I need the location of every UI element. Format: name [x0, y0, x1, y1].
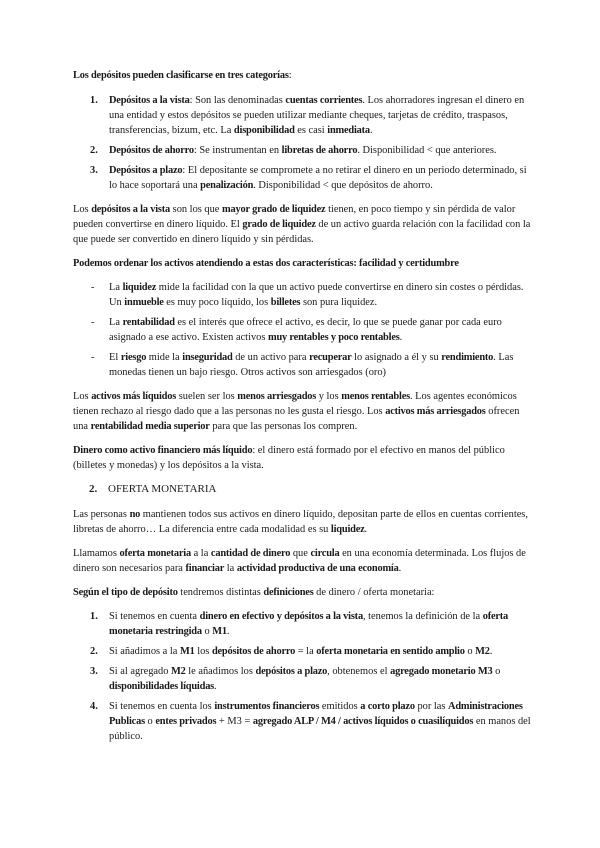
liquidity-modalities-paragraph: Las personas no mantienen todos sus activos en dinero líquido, depositan parte de ellos en cuentas corrientes, libretas de ahorro… La diferencia entre cada modalidad es su liquidez. — [73, 509, 528, 535]
list-item: 2. Depósitos de ahorro: Se instrumentan en libretas de ahorro. Disponibilidad < que anteriores. — [90, 145, 497, 156]
liquidity-paragraph: Los depósitos a la vista son los que mayor grado de liquidez tienen, en poco tiempo y sin pérdida de valor pueden convertirse en dinero líquido. El grado de liquidez de un activo guarda relación con la facilidad con la que puede ser convertido en dinero líquido y sin pérdidas. — [73, 204, 531, 245]
deposit-categories-heading: Los depósitos pueden clasificarse en tres categorías: — [73, 70, 292, 81]
list-item: - La rentabilidad es el interés que ofrece el activo, es decir, lo que se puede ganar por cada euro asignado a ese activo. Existen activos muy rentables y poco rentables. — [91, 317, 502, 343]
order-assets-heading: Podemos ordenar los activos atendiendo a estas dos características: facilidad y certidumbre — [73, 258, 459, 269]
list-item: - La liquidez mide la facilidad con la que un activo puede convertirse en dinero sin costes o pérdidas. Un inmueble es muy poco líquido, los billetes son pura liquidez. — [91, 282, 524, 308]
list-item: 3. Si al agregado M2 le añadimos los depósitos a plazo, obtenemos el agregado monetario M3 o disponibilidades líquidas. — [90, 666, 501, 692]
money-supply-paragraph: Llamamos oferta monetaria a la cantidad de dinero que circula en una economía determinada. Los flujos de dinero son necesarios para financiar la actividad productiva de una economía. — [73, 548, 526, 574]
deposit-categories-list — [73, 93, 534, 193]
list-item: 2. Si añadimos a la M1 los depósitos de ahorro = la oferta monetaria en sentido amplio o M2. — [90, 646, 493, 657]
asset-characteristics-list — [73, 280, 534, 380]
section-heading-oferta-monetaria: 2. OFERTA MONETARIA — [89, 483, 217, 495]
list-item: 4. Si tenemos en cuenta los instrumentos financieros emitidos a corto plazo por las Administraciones Publicas o entes privados + M3 = agregado ALP / M4 / activos líquidos o cuasilíquidos en manos del público. — [90, 701, 531, 742]
deposit-type-paragraph: Según el tipo de depósito tendremos distintas definiciones de dinero / oferta monetaria: — [73, 587, 435, 598]
money-definition-paragraph: Dinero como activo financiero más líquido: el dinero está formado por el efectivo en manos del público (billetes y monedas) y los depósitos a la vista. — [73, 445, 505, 471]
money-supply-definitions-list — [73, 609, 534, 744]
list-item: 1. Si tenemos en cuenta dinero en efectivo y depósitos a la vista, tenemos la definición de la oferta monetaria restringida o M1. — [90, 611, 509, 637]
list-item: 1. Depósitos a la vista: Son las denominadas cuentas corrientes. Los ahorradores ingresan el dinero en una entidad y estos depósitos se pueden utilizar mediante cheques, tarjetas de crédito, traspasos, transferencias, bizum, etc. La disponibilidad es casi inmediata. — [90, 95, 525, 136]
list-item: - El riesgo mide la inseguridad de un activo para recuperar lo asignado a él y su rendimiento. Las monedas tienen un bajo riesgo. Otros activos son arriesgados (oro) — [91, 352, 514, 378]
risk-return-paragraph: Los activos más líquidos suelen ser los menos arriesgados y los menos rentables. Los agentes económicos tienen rechazo al riesgo dado que a las personas no les gusta el riesgo. Los activos más arriesgados ofrecen una rentabilidad media superior para que las personas los compren. — [73, 391, 520, 432]
list-item: 3. Depósitos a plazo: El depositante se compromete a no retirar el dinero en un periodo determinado, si lo hace soportará una penalización. Disponibilidad < que depósitos de ahorro. — [90, 165, 527, 191]
